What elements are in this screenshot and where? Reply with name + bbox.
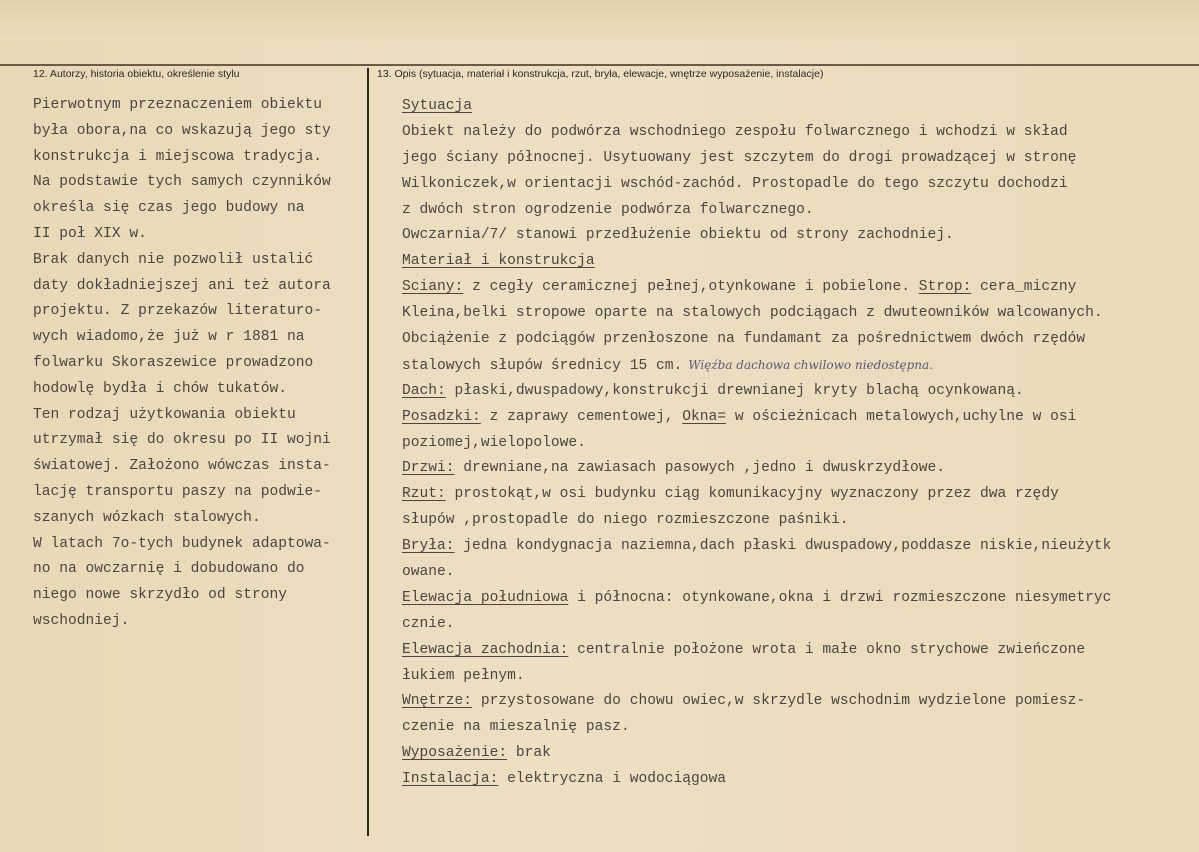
posadzki-line-2: poziomej,wielopolowe.: [402, 434, 586, 451]
history-line: utrzymał się do okresu po II wojni: [33, 432, 331, 449]
material-heading: Materiał i konstrukcja: [402, 253, 595, 270]
history-line: lację transportu paszy na podwie-: [33, 483, 323, 500]
history-text-block: [33, 93, 369, 635]
wnetrze-label: Wnętrze:: [402, 693, 473, 710]
history-line: światowej. Założono wówczas insta-: [33, 458, 331, 475]
sytuacja-line: Obiekt należy do podwórza wschodniego zespołu folwarcznego i wchodzi w skład: [402, 123, 1068, 140]
handwritten-note: Więźba dachowa chwilowo niedostępna.: [688, 357, 934, 372]
sytuacja-line: z dwóch stron ogrodzenie podwórza folwarcznego.: [402, 201, 814, 218]
history-line: folwarku Skoraszewice prowadzono: [33, 354, 314, 371]
drzwi-line: Drzwi: drewniane,na zawiasach pasowych ,jedno i dwuskrzydłowe.: [402, 460, 945, 477]
dach-label: Dach:: [402, 382, 446, 399]
history-line: hodowlę bydła i chów tukatów.: [33, 380, 287, 397]
history-line: Brak danych nie pozwolił ustalić: [33, 251, 314, 268]
history-line: niego nowe skrzydło od strony: [33, 587, 287, 604]
sciany-label: Sciany:: [402, 279, 464, 296]
history-line: wych wiadomo,że już w r 1881 na: [33, 329, 305, 346]
material-line: Kleina,belki stropowe oparte na stalowych podciągach z dwuteowników walcowanych.: [402, 305, 1103, 322]
history-line: była obora,na co wskazują jego sty: [33, 122, 331, 139]
okna-label: Okna=: [682, 408, 727, 425]
rzut-line-2: słupów ,prostopadle do niego rozmieszczone paśniki.: [402, 512, 849, 529]
elewacja-zachodnia-label: Elewacja zachodnia:: [402, 641, 569, 658]
history-line: wschodniej.: [33, 612, 130, 629]
rzut-label: Rzut:: [402, 486, 446, 503]
wnetrze-line: Wnętrze: przystosowane do chowu owiec,w skrzydle wschodnim wydzielone pomiesz-: [402, 693, 1086, 710]
header-rule: [0, 64, 1199, 66]
sytuacja-line: jego ściany północnej. Usytuowany jest szczytem do drogi prowadzącej w stronę: [402, 149, 1077, 166]
history-line: W latach 7o-tych budynek adaptowa-: [33, 535, 331, 552]
material-line: Obciążenie z podciągów przenłoszone na fundamant za pośrednictwem dwóch rzędów: [402, 331, 1086, 348]
sciany-line: Sciany: z cegły ceramicznej pełnej,otynkowane i pobielone. Strop: cera_miczny: [402, 279, 1077, 296]
history-line: projektu. Z przekazów literaturo-: [33, 303, 323, 320]
section-12-header: 12. Autorzy, historia obiektu, określenie stylu: [33, 68, 240, 80]
elewacja-poludniowa-label: Elewacja południowa: [402, 589, 569, 606]
section-13-header: 13. Opis (sytuacja, materiał i konstrukcja, rzut, bryła, elewacje, wnętrze wyposażenie, instalacje): [377, 68, 824, 80]
history-line: no na owczarnię i dobudowano do: [33, 561, 305, 578]
history-line: Ten rodzaj użytkowania obiektu: [33, 406, 296, 423]
strop-label: Strop:: [918, 279, 972, 296]
dach-line: Dach: płaski,dwuspadowy,konstrukcji drewnianej kryty blachą ocynkowaną.: [402, 382, 1024, 399]
posadzki-label: Posadzki:: [402, 408, 481, 425]
sytuacja-line: Wilkoniczek,w orientacji wschód-zachód. Prostopadle do tego szczytu dochodzi: [402, 175, 1068, 192]
elewacja-poludniowa-line-2: cznie.: [402, 615, 455, 632]
card-top-edge: [0, 0, 1199, 40]
wnetrze-line-2: czenie na mieszalnię pasz.: [402, 719, 630, 736]
posadzki-line: Posadzki: z zaprawy cementowej, Okna= w ościeżnicach metalowych,uchylne w osi: [402, 408, 1077, 425]
description-text-block: [402, 94, 1199, 793]
rzut-line: Rzut: prostokąt,w osi budynku ciąg komunikacyjny wyznaczony przez dwa rzędy: [402, 486, 1059, 503]
wyposazenie-label: Wyposażenie:: [402, 745, 508, 762]
history-line: daty dokładniejszej ani też autora: [33, 277, 331, 294]
bryla-line-2: owane.: [402, 564, 455, 581]
material-line: stalowych słupów średnicy 15 cm. Więźba dachowa chwilowo niedostępna.: [402, 357, 934, 374]
sytuacja-line: Owczarnia/7/ stanowi przedłużenie obiektu od strony zachodniej.: [402, 227, 954, 244]
history-line: określa się czas jego budowy na: [33, 200, 305, 217]
history-line: II poł XIX w.: [33, 225, 147, 242]
instalacja-label: Instalacja:: [402, 771, 499, 788]
history-line: szanych wózkach stalowych.: [33, 509, 261, 526]
bryla-label: Bryła:: [402, 538, 455, 555]
history-line: konstrukcja i miejscowa tradycja.: [33, 148, 323, 165]
elewacja-poludniowa-line: Elewacja południowa i północna: otynkowane,okna i drzwi rozmieszczone niesymetryc: [402, 589, 1112, 606]
sytuacja-heading: Sytuacja: [402, 98, 473, 114]
elewacja-zachodnia-line: Elewacja zachodnia: centralnie położone wrota i małe okno strychowe zwieńczone: [402, 641, 1086, 658]
drzwi-label: Drzwi:: [402, 460, 455, 477]
wyposazenie-line: Wyposażenie: brak: [402, 745, 551, 762]
history-line: Pierwotnym przeznaczeniem obiektu: [33, 97, 323, 113]
bryla-line: Bryła: jedna kondygnacja naziemna,dach płaski dwuspadowy,poddasze niskie,nieużytk: [402, 538, 1112, 555]
history-line: Na podstawie tych samych czynników: [33, 174, 331, 191]
elewacja-zachodnia-line-2: łukiem pełnym.: [402, 667, 525, 684]
instalacja-line: Instalacja: elektryczna i wodociągowa: [402, 771, 727, 788]
